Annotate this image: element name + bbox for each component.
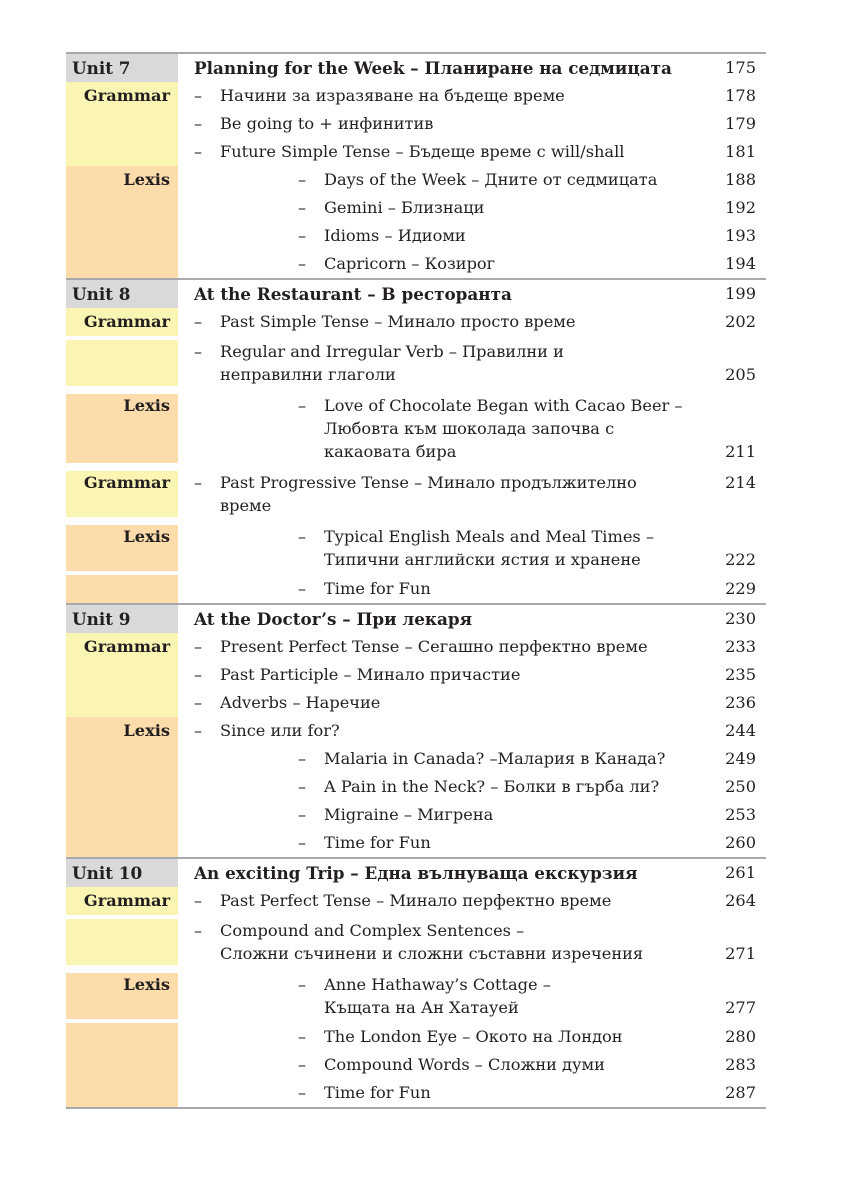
entry-cell bbox=[178, 717, 712, 745]
toc-entry-row bbox=[66, 194, 766, 222]
entry-dash: – bbox=[194, 142, 203, 161]
unit-label: Unit 7 bbox=[66, 54, 178, 82]
toc-entry-row bbox=[66, 969, 766, 1023]
entry-cell bbox=[178, 308, 712, 336]
entry-dash: – bbox=[298, 170, 307, 189]
entry-dash: – bbox=[298, 975, 307, 994]
entry-title[interactable]: Past Perfect Tense – Минало перфектно време bbox=[220, 891, 612, 910]
entry-title[interactable]: Idioms – Идиоми bbox=[324, 226, 466, 245]
entry-title[interactable]: Time for Fun bbox=[324, 579, 431, 598]
entry-dash: – bbox=[298, 579, 307, 598]
entry-cell bbox=[178, 82, 712, 110]
section-label-lexis: Lexis bbox=[66, 166, 178, 194]
page-number: 202 bbox=[725, 312, 756, 331]
page-number: 230 bbox=[725, 609, 756, 628]
entry-title[interactable]: Past Simple Tense – Минало просто време bbox=[220, 312, 576, 331]
entry-cell bbox=[178, 194, 712, 222]
page-number: 261 bbox=[725, 863, 756, 882]
entry-cell bbox=[178, 575, 712, 603]
section-label-fill bbox=[66, 340, 178, 386]
toc-entry-row bbox=[66, 308, 766, 336]
entry-title[interactable]: Compound and Complex Sentences – Сложни съчинени и сложни съставни изречения bbox=[220, 921, 644, 963]
page-number: 253 bbox=[725, 805, 756, 824]
entry-dash: – bbox=[298, 749, 307, 768]
entry-dash: – bbox=[298, 226, 307, 245]
entry-dash: – bbox=[194, 86, 203, 105]
toc-entry-row bbox=[66, 745, 766, 773]
toc-entry-row bbox=[66, 575, 766, 603]
toc-entry-row bbox=[66, 1023, 766, 1051]
entry-title[interactable]: A Pain in the Neck? – Болки в гърба ли? bbox=[324, 777, 660, 796]
unit-title-cell bbox=[178, 54, 712, 82]
unit-title-cell bbox=[178, 280, 712, 308]
entry-cell bbox=[178, 829, 712, 857]
section-label-fill bbox=[66, 194, 178, 222]
unit-title[interactable]: At the Restaurant – В ресторанта bbox=[194, 284, 512, 304]
toc-entry-row bbox=[66, 521, 766, 575]
entry-title[interactable]: Past Progressive Tense – Минало продължително време bbox=[220, 473, 637, 515]
entry-title[interactable]: Love of Chocolate Began with Cacao Beer – Любовта към шоколада започва с какаовата бира bbox=[324, 396, 683, 461]
toc-entry-row bbox=[66, 222, 766, 250]
toc-entry-row bbox=[66, 250, 766, 278]
page-number: 250 bbox=[725, 777, 756, 796]
entry-dash: – bbox=[298, 254, 307, 273]
entry-dash: – bbox=[298, 777, 307, 796]
toc-entry-row bbox=[66, 887, 766, 915]
unit-header-row bbox=[66, 280, 766, 308]
entry-title[interactable]: Future Simple Tense – Бъдеще време с will/shall bbox=[220, 142, 625, 161]
page-number: 283 bbox=[725, 1055, 756, 1074]
page-number: 236 bbox=[725, 693, 756, 712]
entry-title[interactable]: Typical English Meals and Meal Times – Типични английски ястия и хранене bbox=[324, 527, 654, 569]
entry-title[interactable]: Days of the Week – Дните от седмицата bbox=[324, 170, 658, 189]
page-number: 181 bbox=[725, 142, 756, 161]
page-number: 235 bbox=[725, 665, 756, 684]
entry-title[interactable]: Migraine – Мигрена bbox=[324, 805, 494, 824]
entry-title[interactable]: The London Eye – Окото на Лондон bbox=[324, 1027, 623, 1046]
page-number: 211 bbox=[725, 442, 756, 461]
entry-title[interactable]: Capricorn – Козирог bbox=[324, 254, 496, 273]
toc-entry-row bbox=[66, 915, 766, 969]
entry-cell bbox=[178, 1023, 712, 1051]
entry-title[interactable]: Past Participle – Минало причастие bbox=[220, 665, 521, 684]
entry-cell bbox=[178, 110, 712, 138]
entry-cell bbox=[178, 973, 712, 1019]
entry-cell bbox=[178, 773, 712, 801]
entry-title[interactable]: Time for Fun bbox=[324, 1083, 431, 1102]
table-of-contents bbox=[66, 52, 766, 1109]
entry-title[interactable]: Adverbs – Наречие bbox=[220, 693, 381, 712]
unit-title[interactable]: At the Doctor’s – При лекаря bbox=[194, 609, 473, 629]
entry-title[interactable]: Since или for? bbox=[220, 721, 340, 740]
toc-entry-row bbox=[66, 773, 766, 801]
section-label-fill bbox=[66, 829, 178, 857]
section-label-lexis: Lexis bbox=[66, 394, 178, 463]
section-label-fill bbox=[66, 250, 178, 278]
toc-entry-row bbox=[66, 467, 766, 521]
toc-entry-row bbox=[66, 336, 766, 390]
section-label-fill bbox=[66, 801, 178, 829]
unit-label: Unit 10 bbox=[66, 859, 178, 887]
toc-entry-row bbox=[66, 689, 766, 717]
unit-section bbox=[66, 278, 766, 603]
page-number: 222 bbox=[725, 550, 756, 569]
entry-dash: – bbox=[194, 891, 203, 910]
page-number: 287 bbox=[725, 1083, 756, 1102]
entry-title[interactable]: Malaria in Canada? –Малария в Канада? bbox=[324, 749, 666, 768]
section-label-fill bbox=[66, 1079, 178, 1107]
page-number: 233 bbox=[725, 637, 756, 656]
section-label-fill bbox=[66, 138, 178, 166]
unit-title[interactable]: An exciting Trip – Една вълнуваща екскурзия bbox=[194, 863, 638, 883]
entry-cell bbox=[178, 471, 712, 517]
unit-label: Unit 9 bbox=[66, 605, 178, 633]
entry-cell bbox=[178, 1051, 712, 1079]
page-number: 188 bbox=[725, 170, 756, 189]
entry-dash: – bbox=[298, 833, 307, 852]
entry-title[interactable]: Gemini – Близнаци bbox=[324, 198, 485, 217]
unit-header-row bbox=[66, 54, 766, 82]
entry-cell bbox=[178, 887, 712, 915]
entry-cell bbox=[178, 340, 712, 386]
section-label-lexis: Lexis bbox=[66, 525, 178, 571]
entry-cell bbox=[178, 661, 712, 689]
page-number: 271 bbox=[725, 944, 756, 963]
page-number: 205 bbox=[725, 365, 756, 384]
unit-title[interactable]: Planning for the Week – Планиране на седмицата bbox=[194, 58, 672, 78]
page-number: 264 bbox=[725, 891, 756, 910]
entry-dash: – bbox=[298, 198, 307, 217]
entry-dash: – bbox=[194, 114, 203, 133]
entry-cell bbox=[178, 138, 712, 166]
entry-dash: – bbox=[194, 665, 203, 684]
toc-entry-row bbox=[66, 829, 766, 857]
entry-dash: – bbox=[194, 312, 203, 331]
page-number: 192 bbox=[725, 198, 756, 217]
toc-entry-row bbox=[66, 801, 766, 829]
section-label-fill bbox=[66, 110, 178, 138]
toc-entry-row bbox=[66, 110, 766, 138]
toc-entry-row bbox=[66, 82, 766, 110]
entry-cell bbox=[178, 166, 712, 194]
entry-dash: – bbox=[194, 342, 203, 361]
page-number: 249 bbox=[725, 749, 756, 768]
entry-cell bbox=[178, 1079, 712, 1107]
entry-cell bbox=[178, 633, 712, 661]
entry-dash: – bbox=[298, 396, 307, 415]
entry-cell bbox=[178, 801, 712, 829]
entry-cell bbox=[178, 394, 712, 463]
entry-cell bbox=[178, 689, 712, 717]
page-number: 175 bbox=[725, 58, 756, 77]
entry-dash: – bbox=[298, 1027, 307, 1046]
entry-dash: – bbox=[194, 693, 203, 712]
section-label-grammar: Grammar bbox=[66, 82, 178, 110]
entry-cell bbox=[178, 919, 712, 965]
section-label-grammar: Grammar bbox=[66, 887, 178, 915]
section-label-grammar: Grammar bbox=[66, 308, 178, 336]
entry-dash: – bbox=[194, 637, 203, 656]
entry-title[interactable]: Be going to + инфинитив bbox=[220, 114, 434, 133]
toc-entry-row bbox=[66, 1051, 766, 1079]
page-number: 244 bbox=[725, 721, 756, 740]
entry-title[interactable]: Anne Hathaway’s Cottage – Къщата на Ан Хатауей bbox=[324, 975, 551, 1017]
section-label-fill bbox=[66, 222, 178, 250]
entry-dash: – bbox=[194, 721, 203, 740]
entry-dash: – bbox=[194, 473, 203, 492]
section-label-lexis: Lexis bbox=[66, 973, 178, 1019]
section-label-fill bbox=[66, 919, 178, 965]
page-number: 229 bbox=[725, 579, 756, 598]
entry-dash: – bbox=[298, 527, 307, 546]
entry-dash: – bbox=[298, 805, 307, 824]
toc-entry-row bbox=[66, 717, 766, 745]
section-label-fill bbox=[66, 1023, 178, 1051]
entry-dash: – bbox=[194, 921, 203, 940]
section-label-lexis: Lexis bbox=[66, 717, 178, 745]
toc-entry-row bbox=[66, 1079, 766, 1107]
entry-cell bbox=[178, 745, 712, 773]
page-number: 214 bbox=[725, 473, 756, 492]
unit-section bbox=[66, 857, 766, 1109]
section-label-fill bbox=[66, 745, 178, 773]
section-label-fill bbox=[66, 773, 178, 801]
page-number: 260 bbox=[725, 833, 756, 852]
toc-entry-row bbox=[66, 390, 766, 467]
unit-label: Unit 8 bbox=[66, 280, 178, 308]
unit-header-row bbox=[66, 859, 766, 887]
unit-header-row bbox=[66, 605, 766, 633]
unit-title-cell bbox=[178, 605, 712, 633]
toc-entry-row bbox=[66, 138, 766, 166]
unit-section bbox=[66, 52, 766, 278]
section-label-grammar: Grammar bbox=[66, 633, 178, 661]
page-number: 280 bbox=[725, 1027, 756, 1046]
unit-section bbox=[66, 603, 766, 857]
entry-cell bbox=[178, 525, 712, 571]
page-number: 277 bbox=[725, 998, 756, 1017]
entry-title[interactable]: Начини за изразяване на бъдеще време bbox=[220, 86, 565, 105]
entry-title[interactable]: Compound Words – Сложни думи bbox=[324, 1055, 605, 1074]
unit-title-cell bbox=[178, 859, 712, 887]
entry-title[interactable]: Regular and Irregular Verb – Правилни и неправилни глаголи bbox=[220, 342, 564, 384]
toc-entry-row bbox=[66, 661, 766, 689]
toc-entry-row bbox=[66, 633, 766, 661]
entry-dash: – bbox=[298, 1055, 307, 1074]
toc-entry-row bbox=[66, 166, 766, 194]
entry-dash: – bbox=[298, 1083, 307, 1102]
section-label-fill bbox=[66, 1051, 178, 1079]
page-number: 199 bbox=[725, 284, 756, 303]
page-number: 194 bbox=[725, 254, 756, 273]
entry-title[interactable]: Time for Fun bbox=[324, 833, 431, 852]
section-label-fill bbox=[66, 689, 178, 717]
section-label-fill bbox=[66, 575, 178, 603]
section-label-grammar: Grammar bbox=[66, 471, 178, 517]
entry-cell bbox=[178, 250, 712, 278]
page-number: 179 bbox=[725, 114, 756, 133]
page-number: 193 bbox=[725, 226, 756, 245]
page-number: 178 bbox=[725, 86, 756, 105]
section-label-fill bbox=[66, 661, 178, 689]
entry-title[interactable]: Present Perfect Tense – Сегашно перфектно време bbox=[220, 637, 648, 656]
entry-cell bbox=[178, 222, 712, 250]
